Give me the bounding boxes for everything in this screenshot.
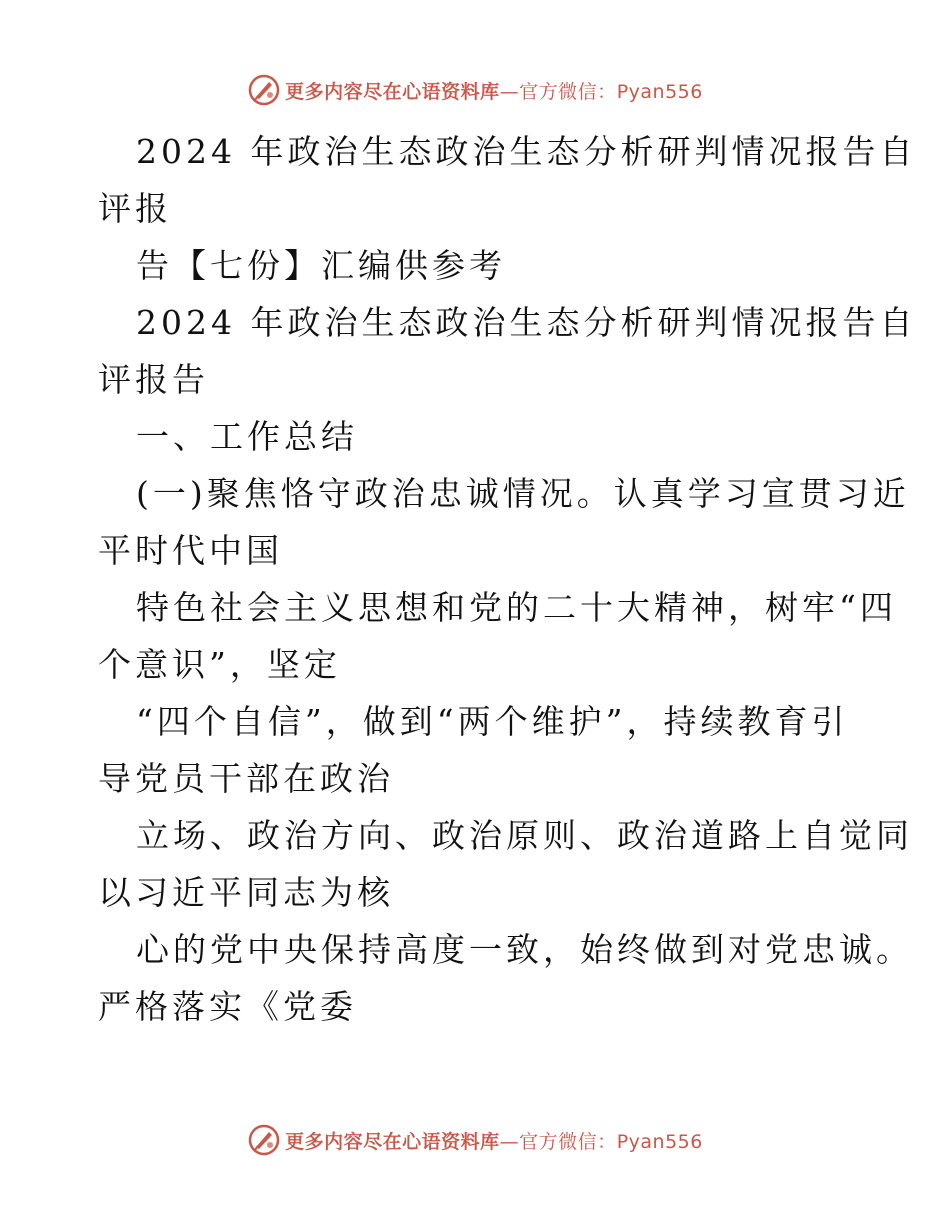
paragraph-9-line-2: 严格落实《党委: [98, 987, 357, 1026]
paragraph-1: [98, 123, 917, 237]
paragraph-2: [98, 237, 858, 294]
paragraph-2-line-1: 告【七份】汇编供参考: [136, 246, 506, 285]
paragraph-3: [98, 294, 917, 408]
watermark-text: [285, 1127, 703, 1154]
paragraph-3-line-1: 2024 年政治生态政治生态分析研判情况报告自: [136, 303, 917, 342]
watermark-footer: [0, 1120, 950, 1160]
paragraph-6: [98, 579, 897, 693]
paragraph-7-line-1: “四个自信”，做到“两个维护”，持续教育引: [136, 702, 849, 741]
watermark-dash: —: [499, 80, 520, 103]
paragraph-6-line-1: 特色社会主义思想和党的二十大精神，树牢“四: [136, 588, 897, 627]
watermark-header: [0, 70, 950, 110]
paragraph-8-line-2: 以习近平同志为核: [98, 873, 394, 912]
paragraph-5: [98, 465, 910, 579]
section-heading: [98, 408, 858, 465]
quill-pen-logo-icon: [247, 1123, 281, 1157]
document-body: [98, 123, 917, 1035]
watermark-label: 官方微信：: [519, 80, 617, 103]
paragraph-6-line-2: 个意识”，坚定: [98, 645, 341, 684]
paragraph-5-line-2: 平时代中国: [98, 531, 283, 570]
paragraph-8: [98, 807, 913, 921]
watermark-id: Pyan556: [616, 1130, 703, 1153]
paragraph-1-line-1: 2024 年政治生态政治生态分析研判情况报告自: [136, 132, 917, 171]
watermark-main: 更多内容尽在心语资料库: [285, 80, 500, 103]
quill-pen-logo-icon: [247, 73, 281, 107]
paragraph-1-line-2: 评报: [98, 189, 172, 228]
watermark-label: 官方微信：: [519, 1130, 617, 1153]
paragraph-3-line-2: 评报告: [98, 360, 209, 399]
section-heading-text: 一、工作总结: [136, 417, 358, 456]
watermark-dash: —: [499, 1130, 520, 1153]
paragraph-9: [98, 921, 913, 1035]
paragraph-8-line-1: 立场、政治方向、政治原则、政治道路上自觉同: [136, 816, 913, 855]
paragraph-9-line-1: 心的党中央保持高度一致，始终做到对党忠诚。: [136, 930, 913, 969]
watermark-main: 更多内容尽在心语资料库: [285, 1130, 500, 1153]
paragraph-7-line-2: 导党员干部在政治: [98, 759, 394, 798]
paragraph-5-line-1: (一)聚焦恪守政治忠诚情况。认真学习宣贯习近: [136, 474, 910, 513]
watermark-text: [285, 77, 703, 104]
watermark-id: Pyan556: [616, 80, 703, 103]
paragraph-7: [98, 693, 858, 807]
